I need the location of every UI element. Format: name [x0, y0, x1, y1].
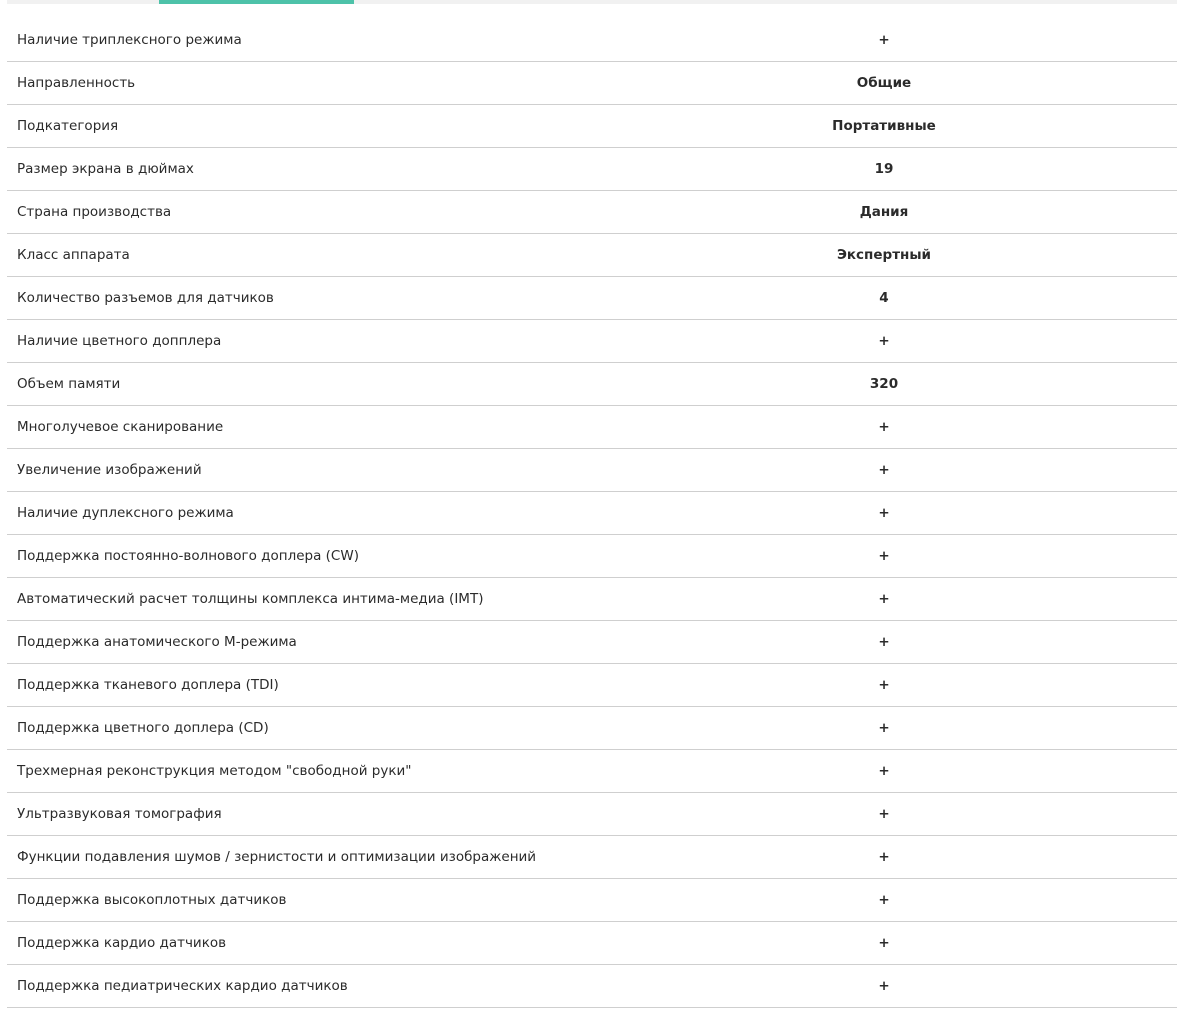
- spec-row: [7, 492, 1177, 535]
- spec-label: Поддержка постоянно-волнового доплера (CW): [17, 548, 359, 564]
- spec-value: +: [878, 591, 890, 607]
- spec-row: [7, 234, 1177, 277]
- spec-label: Наличие цветного допплера: [17, 333, 222, 349]
- spec-label: Функции подавления шумов / зернистости и оптимизации изображений: [17, 849, 537, 865]
- spec-row: [7, 320, 1177, 363]
- spec-value: +: [878, 333, 890, 349]
- spec-label: Количество разъемов для датчиков: [17, 290, 274, 306]
- spec-value: +: [878, 849, 890, 865]
- spec-label: Поддержка педиатрических кардио датчиков: [17, 978, 348, 994]
- spec-value: +: [878, 806, 890, 822]
- spec-value: +: [878, 505, 890, 521]
- spec-label: Наличие дуплексного режима: [17, 505, 234, 521]
- spec-value: +: [878, 32, 890, 48]
- spec-row: [7, 664, 1177, 707]
- spec-label: Страна производства: [17, 204, 172, 220]
- spec-label: Размер экрана в дюймах: [17, 161, 194, 177]
- spec-label: Подкатегория: [17, 118, 119, 134]
- spec-label: Ультразвуковая томография: [17, 806, 222, 822]
- spec-row: [7, 406, 1177, 449]
- spec-label: Поддержка цветного доплера (CD): [17, 720, 269, 736]
- spec-value: Экспертный: [836, 247, 932, 263]
- spec-row: [7, 793, 1177, 836]
- spec-value: Общие: [856, 75, 912, 91]
- spec-value: +: [878, 634, 890, 650]
- spec-label: Поддержка кардио датчиков: [17, 935, 227, 951]
- spec-value: +: [878, 677, 890, 693]
- spec-label: Поддержка анатомического М-режима: [17, 634, 297, 650]
- spec-row: [7, 750, 1177, 793]
- spec-label: Класс аппарата: [17, 247, 130, 263]
- spec-value: +: [878, 935, 890, 951]
- spec-label: Трехмерная реконструкция методом "свободной руки": [17, 763, 412, 779]
- spec-value: +: [878, 763, 890, 779]
- spec-value: 19: [874, 161, 894, 177]
- spec-value: +: [878, 462, 890, 478]
- spec-row: [7, 965, 1177, 1008]
- spec-value: +: [878, 978, 890, 994]
- spec-value: 4: [879, 290, 889, 306]
- spec-value: Дания: [859, 204, 909, 220]
- spec-row: [7, 19, 1177, 62]
- spec-label: Объем памяти: [17, 376, 121, 392]
- spec-row: [7, 578, 1177, 621]
- spec-value: +: [878, 720, 890, 736]
- active-tab-indicator[interactable]: [159, 0, 354, 4]
- spec-row: [7, 707, 1177, 750]
- spec-row: [7, 191, 1177, 234]
- spec-row: [7, 277, 1177, 320]
- spec-value: +: [878, 892, 890, 908]
- specifications-table: [7, 19, 1177, 1008]
- spec-label: Автоматический расчет толщины комплекса интима-медиа (IMT): [17, 591, 484, 607]
- tab-bar: [7, 0, 1177, 4]
- spec-value: +: [878, 419, 890, 435]
- spec-label: Многолучевое сканирование: [17, 419, 224, 435]
- spec-row: [7, 148, 1177, 191]
- spec-label: Поддержка тканевого доплера (TDI): [17, 677, 279, 693]
- spec-row: [7, 535, 1177, 578]
- spec-row: [7, 449, 1177, 492]
- spec-row: [7, 879, 1177, 922]
- spec-label: Поддержка высокоплотных датчиков: [17, 892, 287, 908]
- spec-label: Направленность: [17, 75, 136, 91]
- spec-value: Портативные: [832, 118, 936, 134]
- spec-row: [7, 105, 1177, 148]
- spec-row: [7, 62, 1177, 105]
- spec-row: [7, 363, 1177, 406]
- spec-row: [7, 922, 1177, 965]
- spec-row: [7, 836, 1177, 879]
- spec-value: +: [878, 548, 890, 564]
- spec-value: 320: [869, 376, 899, 392]
- spec-label: Увеличение изображений: [17, 462, 202, 478]
- spec-label: Наличие триплексного режима: [17, 32, 242, 48]
- spec-row: [7, 621, 1177, 664]
